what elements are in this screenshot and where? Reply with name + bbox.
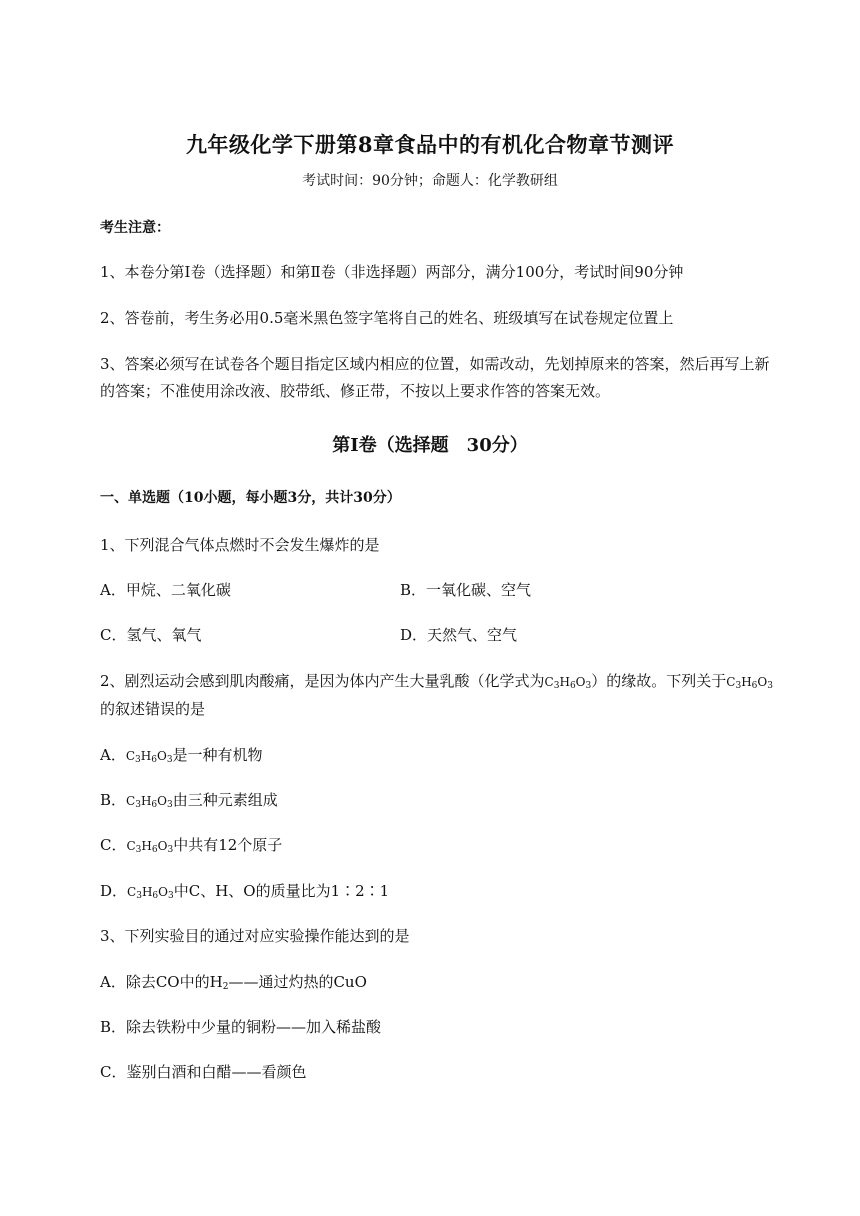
question-2-stem [100,671,773,692]
question-3-option-b: B．除去铁粉中少量的铜粉——加入稀盐酸 [100,1018,382,1036]
question-1-option-a: A．甲烷、二氧化碳 [100,581,231,599]
chemical-formula: $C_3H_6O_3$ [126,839,174,855]
document-subtitle: 考试时间：90分钟；命题人：化学教研组 [302,173,558,189]
question-2-option-a: A．$C_3H_6O_3$是一种有机物 [100,746,263,765]
question-2-stem-middle: ）的缘故。下列关于 [591,672,727,690]
document-title: 九年级化学下册第8章食品中的有机化合物章节测评 [185,132,675,157]
question-1-option-b: B．一氧化碳、空气 [400,581,532,599]
notice-item-2: 2、答卷前，考生务必用0.5毫米黑色签字笔将自己的姓名、班级填写在试卷规定位置上 [100,309,674,327]
question-1-option-d: D．天然气、空气 [400,626,518,644]
notice-item-3-continued: 的答案；不准使用涂改液、胶带纸、修正带，不按以上要求作答的答案无效。 [100,382,611,400]
section-heading: 一、单选题（10小题，每小题3分，共计30分） [100,490,401,506]
question-3-option-a: A．除去CO中的$H_2——$通过灼热的CuO [100,973,367,992]
question-1-option-c: C．氢气、氧气 [100,626,202,644]
question-2-stem-start: 2、剧烈运动会感到肌肉酸痛，是因为体内产生大量乳酸（化学式为 [100,672,545,690]
notice-heading: 考生注意： [100,220,170,236]
question-2-option-c: C．$C_3H_6O_3$中共有12个原子 [100,836,283,855]
question-3-stem: 3、下列实验目的通过对应实验操作能达到的是 [100,927,410,945]
notice-item-3: 3、答案必须写在试卷各个题目指定区域内相应的位置，如需改动，先划掉原来的答案，然后再写上新 [100,355,770,373]
question-3-option-c: C．鉴别白酒和白醋——看颜色 [100,1063,307,1081]
question-1-stem: 1、下列混合气体点燃时不会发生爆炸的是 [100,536,380,554]
question-2-option-d: D．$C_3H_6O_3$中C、H、O的质量比为1∶2∶1 [100,882,390,901]
chemical-formula: $C_3H_6O_3$ [127,885,174,901]
question-2-stem-continued: 的叙述错误的是 [100,700,206,718]
notice-item-1: 1、本卷分第I卷（选择题）和第Ⅱ卷（非选择题）两部分，满分100分，考试时间90分钟 [100,263,684,281]
chemical-formula: $C_3H_6O_3$ [125,749,173,765]
chemical-formula: $C_3H_6O_3$ [544,675,592,691]
chemical-formula: $C_3H_6O_3$ [126,794,173,810]
part1-title: 第I卷（选择题 30分） [332,435,528,456]
chemical-formula: $C_3H_6O_3$ [726,675,773,691]
question-2-option-b: B．$C_3H_6O_3$由三种元素组成 [100,791,278,810]
